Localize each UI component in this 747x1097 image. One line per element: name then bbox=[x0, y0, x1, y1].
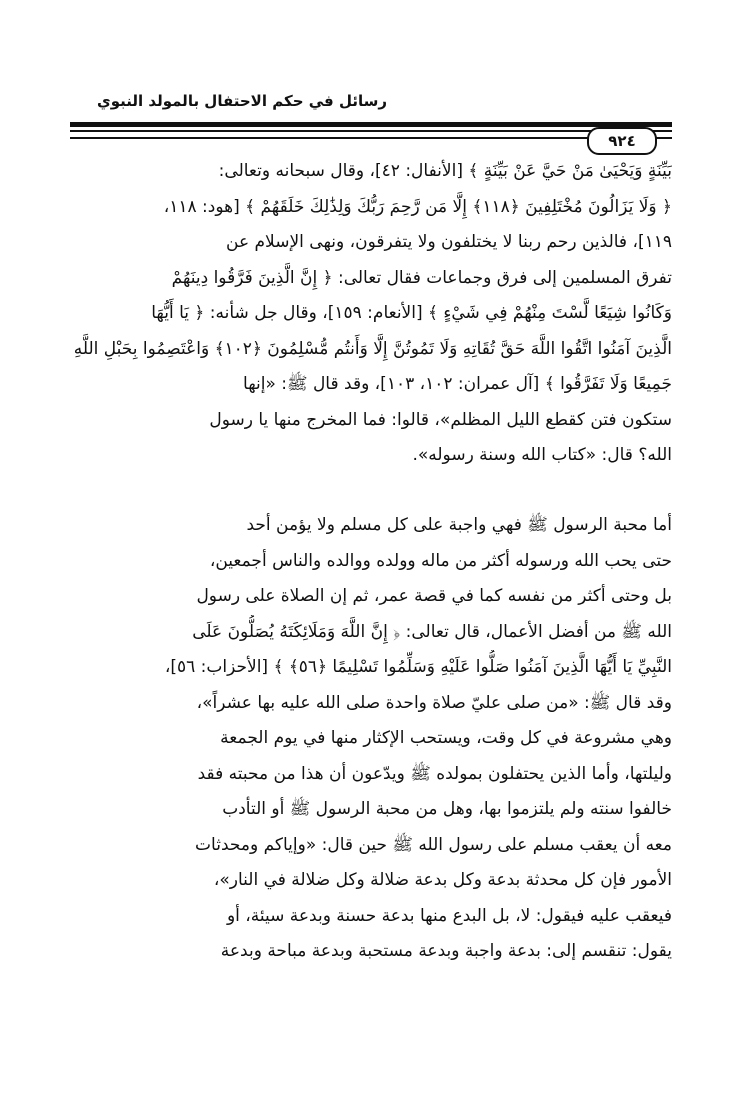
text-line: الله ﷺ من أفضل الأعمال، قال تعالى: ﴿ إِنَّ اللَّهَ وَمَلَائِكَتَهُ يُصَلُّونَ عَلَى bbox=[192, 621, 672, 642]
text-line: وَكَانُوا شِيَعًا لَّسْتَ مِنْهُمْ فِي شَيْءٍ ﴾ [الأنعام: ١٥٩]، وقال جل شأنه: ﴿ يَا أَيُّهَا bbox=[151, 303, 672, 323]
text-line: تفرق المسلمين إلى فرق وجماعات فقال تعالى: ﴿ إِنَّ الَّذِينَ فَرَّقُوا دِينَهُمْ bbox=[171, 267, 672, 288]
text-line: بل وحتى أكثر من نفسه كما في قصة عمر، ثم إن الصلاة على رسول bbox=[196, 586, 672, 606]
paragraph-2 bbox=[72, 508, 672, 970]
header-rule-thin bbox=[70, 130, 672, 132]
header-rule-thin bbox=[70, 137, 672, 139]
page-number: ٩٢٤ bbox=[587, 127, 657, 155]
text-line: وهي مشروعة في كل وقت، ويستحب الإكثار منها في يوم الجمعة bbox=[220, 728, 672, 748]
text-line: يقول: تنقسم إلى: بدعة واجبة وبدعة مستحبة وبدعة مباحة وبدعة bbox=[220, 941, 672, 961]
text-line: معه أن يعقب مسلم على رسول الله ﷺ حين قال: «وإياكم ومحدثات bbox=[195, 834, 672, 855]
text-line: ﴿ وَلَا يَزَالُونَ مُخْتَلِفِينَ ﴿١١٨﴾ إِلَّا مَن رَّحِمَ رَبُّكَ وَلِذَٰلِكَ خَلَقَهُمْ ﴾ [هود: ١١٨، bbox=[163, 196, 672, 217]
text-line: الله؟ قال: «كتاب الله وسنة رسوله». bbox=[412, 445, 672, 465]
text-line: خالفوا سنته ولم يلتزموا بها، وهل من محبة الرسول ﷺ أو التأدب bbox=[222, 799, 672, 819]
running-title: رسائل في حكم الاحتفال بالمولد النبوي bbox=[97, 92, 387, 110]
text-line: ستكون فتن كقطع الليل المظلم»، قالوا: فما المخرج منها يا رسول bbox=[209, 409, 672, 430]
text-line: بَيِّنَةٍ وَيَحْيَىٰ مَنْ حَيَّ عَنْ بَيِّنَةٍ ﴾ [الأنفال: ٤٢]، وقال سبحانه وتعالى: bbox=[218, 161, 672, 181]
text-line: الَّذِينَ آمَنُوا اتَّقُوا اللَّهَ حَقَّ تُقَاتِهِ وَلَا تَمُوتُنَّ إِلَّا وَأَنتُم مُّسْلِمُونَ ﴿١٠٢﴾ وَاعْتَصِمُوا بِحَبْلِ اللَّهِ bbox=[73, 338, 672, 359]
text-line: وليلتها، وأما الذين يحتفلون بمولده ﷺ ويدّعون أن هذا من محبته فقد bbox=[197, 763, 672, 784]
text-line: الأمور فإن كل محدثة بدعة وكل بدعة ضلالة وكل ضلالة في النار»، bbox=[213, 870, 672, 890]
paragraph-1 bbox=[72, 154, 672, 474]
text-line: النَّبِيِّ يَا أَيُّهَا الَّذِينَ آمَنُوا صَلُّوا عَلَيْهِ وَسَلِّمُوا تَسْلِيمًا ﴿٥٦﴾ ﴾ [الأحزاب: ٥٦]، bbox=[164, 657, 672, 677]
text-line: أما محبة الرسول ﷺ فهي واجبة على كل مسلم ولا يؤمن أحد bbox=[246, 515, 672, 535]
text-line: حتى يحب الله ورسوله أكثر من ماله وولده ووالده والناس أجمعين، bbox=[209, 550, 672, 571]
header-rule-thick bbox=[70, 122, 672, 127]
text-line: ١١٩]، فالذين رحم ربنا لا يختلفون ولا يتفرقون، ونهى الإسلام عن bbox=[226, 232, 672, 252]
text-line: جَمِيعًا وَلَا تَفَرَّقُوا ﴾ [آل عمران: ١٠٢، ١٠٣]، وقد قال ﷺ: «إنها bbox=[243, 374, 672, 394]
text-line: فيعقب عليه فيقول: لا، بل البدع منها بدعة حسنة وبدعة سيئة، أو bbox=[226, 905, 672, 926]
text-line: وقد قال ﷺ: «من صلى عليّ صلاة واحدة صلى الله عليه بها عشراً»، bbox=[196, 692, 672, 713]
